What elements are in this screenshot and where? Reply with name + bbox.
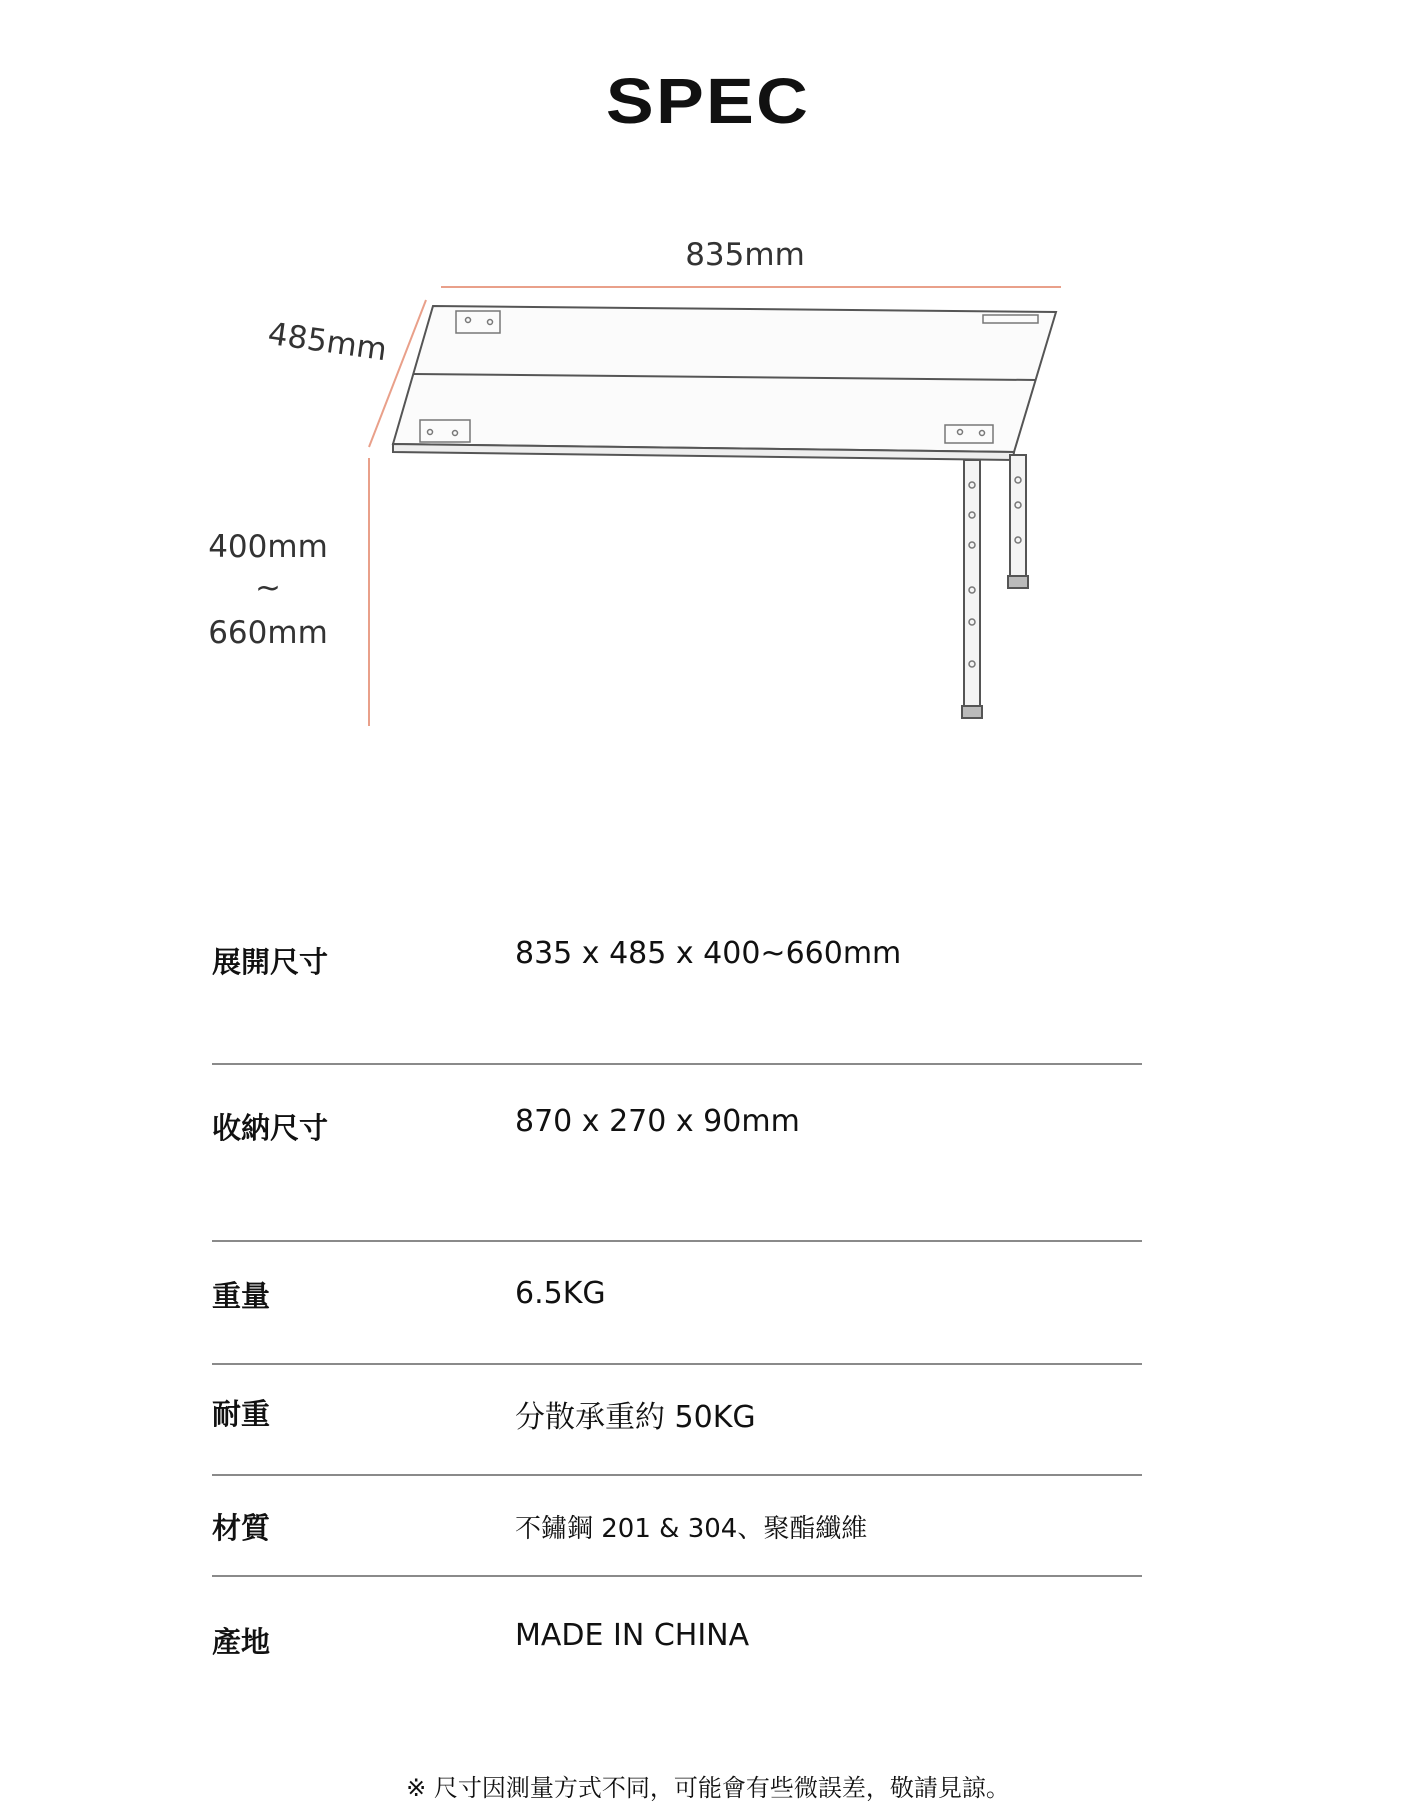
- page-title: SPEC: [605, 65, 811, 137]
- spec-label: 展開尺寸: [212, 945, 329, 979]
- divider: [212, 1575, 1142, 1577]
- table-drawing: [393, 306, 1056, 718]
- spec-value: 835 x 485 x 400~660mm: [515, 936, 902, 971]
- table-leg-foot: [962, 706, 982, 718]
- spec-label: 重量: [212, 1279, 271, 1313]
- divider: [212, 1063, 1142, 1065]
- divider: [212, 1363, 1142, 1365]
- table-leg-foot: [1008, 576, 1028, 588]
- spec-label: 收納尺寸: [212, 1111, 329, 1145]
- disclaimer-footnote: ※ 尺寸因測量方式不同，可能會有些微誤差，敬請見諒。: [406, 1774, 1010, 1802]
- spec-label: 產地: [212, 1625, 271, 1659]
- height-max-label: 660mm: [208, 615, 328, 651]
- spec-value: 不鏽鋼 201 & 304、聚酯纖維: [515, 1514, 868, 1544]
- spec-value: 分散承重約 50KG: [515, 1400, 756, 1435]
- spec-value: MADE IN CHINA: [515, 1618, 750, 1653]
- height-min-label: 400mm: [208, 529, 328, 565]
- spec-label: 材質: [212, 1511, 271, 1545]
- width-label: 835mm: [685, 237, 805, 273]
- table-leg: [1010, 455, 1026, 580]
- spec-label: 耐重: [212, 1397, 271, 1431]
- table-leg: [964, 460, 980, 710]
- height-separator: ~: [255, 570, 281, 606]
- table-dimension-diagram: [0, 0, 1416, 760]
- depth-label: 485mm: [265, 315, 390, 369]
- divider: [212, 1240, 1142, 1242]
- divider: [212, 1474, 1142, 1476]
- spec-value: 6.5KG: [515, 1276, 606, 1311]
- spec-value: 870 x 270 x 90mm: [515, 1104, 800, 1139]
